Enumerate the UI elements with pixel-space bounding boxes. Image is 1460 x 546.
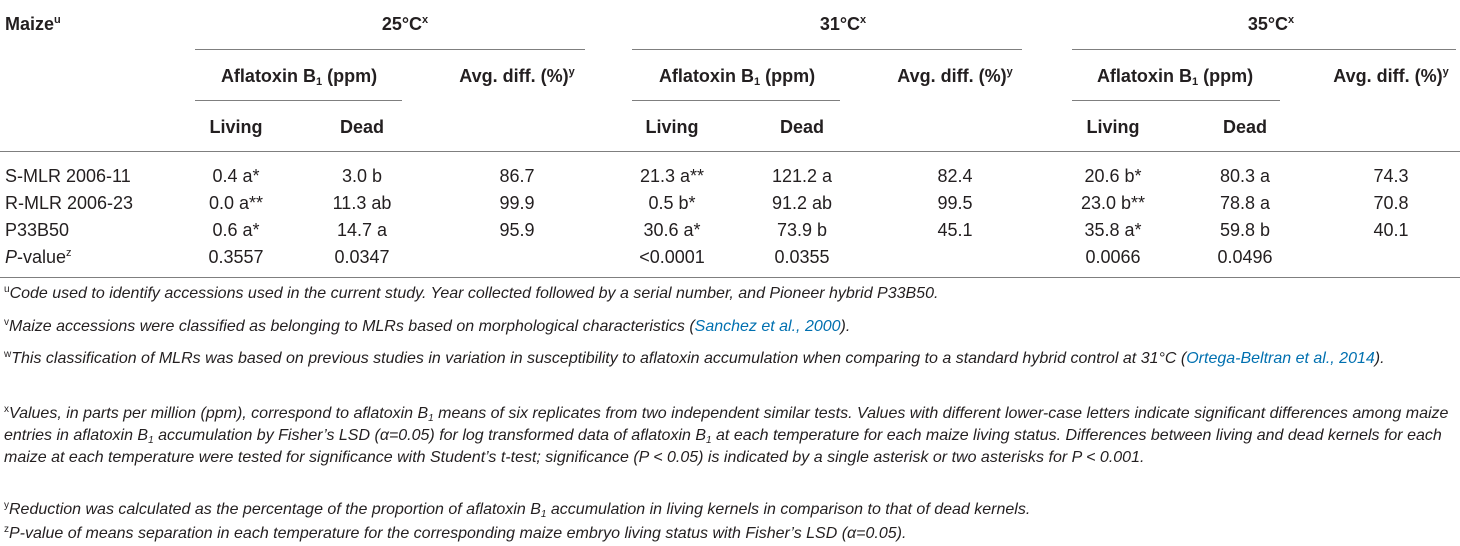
- maize-header: Maize$^u$: [5, 14, 61, 34]
- living-header-25: Living: [209, 117, 263, 137]
- table-bottom-rule: [0, 277, 1460, 278]
- aflatoxin-header-31: Aflatoxin $B_1$ (ppm): [658, 66, 816, 88]
- aflatoxin-header-35: Aflatoxin $B_1$ (ppm): [1096, 66, 1254, 88]
- table-cell: 73.9 b: [776, 220, 828, 240]
- citation-link-ortega[interactable]: Ortega-Beltran et al., 2014: [1186, 350, 1375, 367]
- table-cell: 91.2 ab: [771, 193, 833, 213]
- table-cell: 0.0066: [1085, 247, 1141, 267]
- row-label: S-MLR 2006-11: [5, 166, 131, 186]
- table-cell: <0.0001: [639, 247, 705, 267]
- footnote-v: $^v$Maize accessions were classified as belonging to MLRs based on morphological characteristics (Sanchez et al., 2000).: [4, 317, 851, 335]
- footnote-u: $^u$Code used to identify accessions used in the current study. Year collected followed by a serial number, and Pioneer hybrid P33B50.: [4, 284, 939, 302]
- dead-header-35: Dead: [1222, 117, 1268, 137]
- aflatoxin-rule-25: [195, 100, 402, 101]
- row-label: R-MLR 2006-23: [5, 193, 134, 213]
- table-cell: 86.7: [499, 166, 535, 186]
- table-cell: 82.4: [937, 166, 973, 186]
- table-cell: 74.3: [1373, 166, 1409, 186]
- temp-rule-25: [195, 49, 585, 50]
- temp-header-25: $25^\circ C^x$: [381, 14, 429, 34]
- table-cell: 95.9: [499, 220, 535, 240]
- table-cell: 0.0347: [334, 247, 390, 267]
- table-cell: 0.5 b*: [648, 193, 696, 213]
- citation-link-sanchez[interactable]: Sanchez et al., 2000: [694, 318, 841, 335]
- table-cell: 0.3557: [208, 247, 264, 267]
- table-cell: 21.3 a**: [639, 166, 705, 186]
- table-cell: 78.8 a: [1219, 193, 1271, 213]
- footnote-y: $^y$Reduction was calculated as the percentage of the proportion of aflatoxin $B_1$ accumulation in living kernels in comparison to that of dead kernels.: [4, 500, 1031, 520]
- row-label-p-value: P-value$^z$: [5, 247, 72, 267]
- table-cell: 23.0 b**: [1080, 193, 1146, 213]
- dead-header-25: Dead: [339, 117, 385, 137]
- table-cell: 3.0 b: [341, 166, 383, 186]
- table-cell: 0.0496: [1217, 247, 1273, 267]
- temp-rule-35: [1072, 49, 1456, 50]
- avg-diff-header-31: Avg. diff. (%)$^y$: [897, 66, 1013, 86]
- table-cell: 99.9: [499, 193, 535, 213]
- footnote-z: $^z$P-value of means separation in each temperature for the corresponding maize embryo living status with Fisher’s LSD (α=0.05).: [4, 524, 907, 542]
- table-cell: 0.0355: [774, 247, 830, 267]
- aflatoxin-rule-31: [632, 100, 840, 101]
- table-cell: 35.8 a*: [1084, 220, 1142, 240]
- header-bottom-rule: [0, 151, 1460, 152]
- aflatoxin-rule-35: [1072, 100, 1280, 101]
- table-cell: 45.1: [937, 220, 973, 240]
- footnote-x: $^x$Values, in parts per million (ppm), correspond to aflatoxin $B_1$ means of six replicates from two independent similar tests. Values with different lower-case letters indicate significant differences among maize entries in aflatoxin $B_1$ accumulation by Fisher’s LSD (α=0.05) for log transformed data of aflatoxin $B_1$ at each temperature for each maize living status. Differences between living and dead kernels for each maize at each temperature were tested for significance with Student’s t-test; significance (P < 0.05) is indicated by a single asterisk or two asterisks for P < 0.001.: [4, 404, 1449, 466]
- table-cell: 14.7 a: [336, 220, 388, 240]
- table-cell: 0.4 a*: [212, 166, 260, 186]
- table-cell: 40.1: [1373, 220, 1409, 240]
- table-cell: 11.3 ab: [332, 193, 392, 213]
- table-cell: 30.6 a*: [643, 220, 701, 240]
- table-cell: 20.6 b*: [1084, 166, 1142, 186]
- footnote-w: $^w$This classification of MLRs was based on previous studies in variation in susceptibility to aflatoxin accumulation when comparing to a standard hybrid control at 31°C (Ortega-Beltran et al., 2014).: [4, 349, 1385, 367]
- table-cell: 59.8 b: [1219, 220, 1271, 240]
- temp-header-31: $31^\circ C^x$: [819, 14, 867, 34]
- table-cell: 99.5: [937, 193, 973, 213]
- table-cell: 0.0 a**: [208, 193, 264, 213]
- temp-header-35: $35^\circ C^x$: [1247, 14, 1295, 34]
- living-header-35: Living: [1086, 117, 1140, 137]
- row-label: P33B50: [5, 220, 70, 240]
- living-header-31: Living: [645, 117, 699, 137]
- avg-diff-header-35: Avg. diff. (%)$^y$: [1333, 66, 1449, 86]
- table-cell: 70.8: [1373, 193, 1409, 213]
- dead-header-31: Dead: [779, 117, 825, 137]
- avg-diff-header-25: Avg. diff. (%)$^y$: [459, 66, 575, 86]
- table-cell: 80.3 a: [1219, 166, 1271, 186]
- temp-rule-31: [632, 49, 1022, 50]
- table-cell: 0.6 a*: [212, 220, 260, 240]
- aflatoxin-header-25: Aflatoxin $B_1$ (ppm): [220, 66, 378, 88]
- table-cell: 121.2 a: [771, 166, 833, 186]
